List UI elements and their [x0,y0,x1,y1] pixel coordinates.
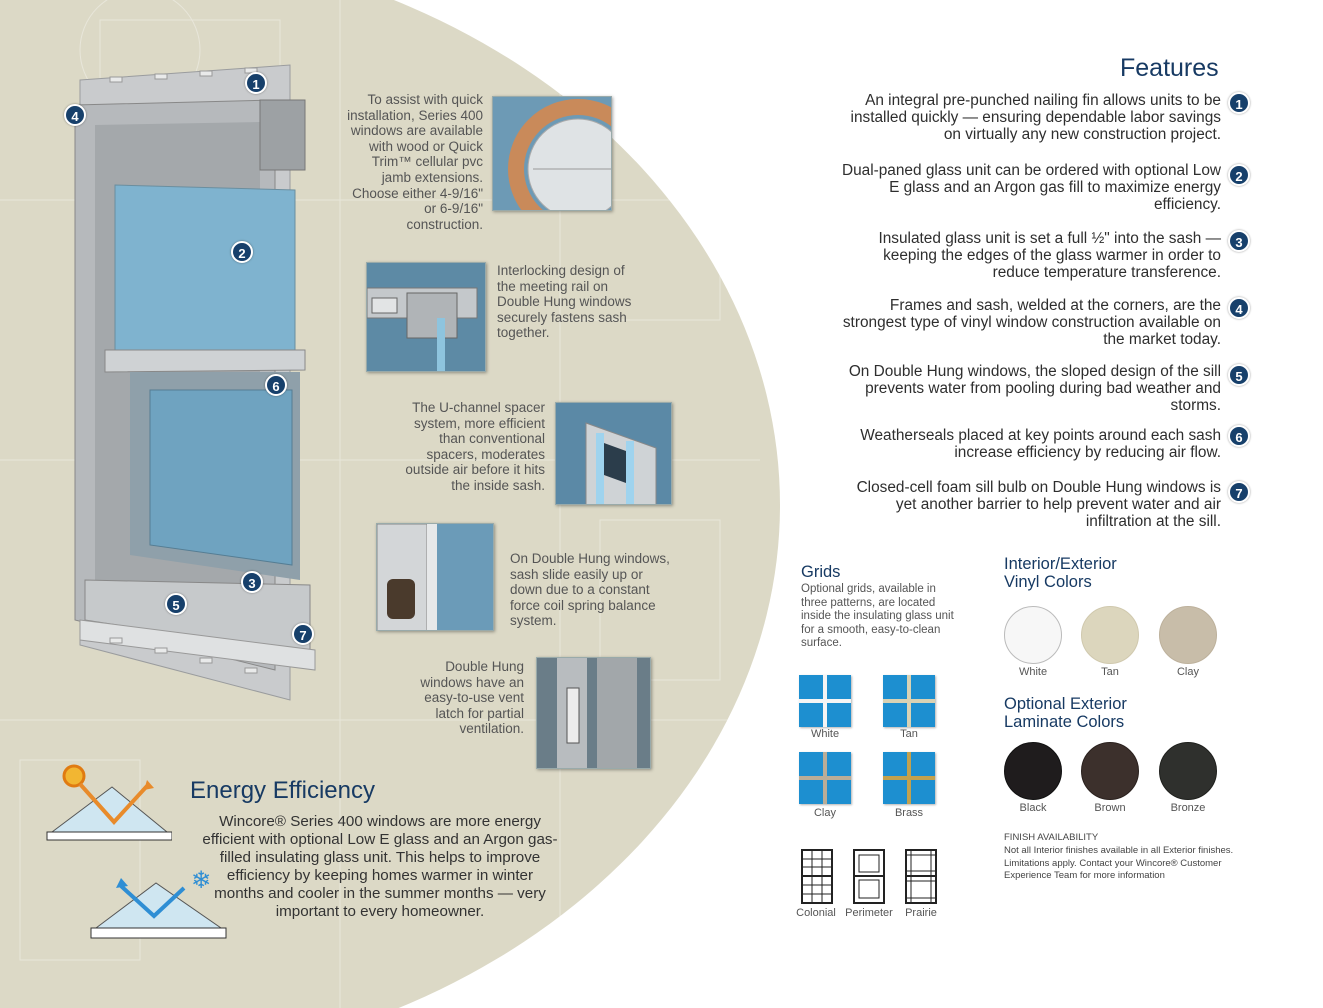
laminate-colors-title-line1: Optional Exterior [1004,695,1127,713]
vinyl-colors-title-line1: Interior/Exterior [1004,555,1117,573]
grid-swatch-clay-label: Clay [813,807,836,819]
laminate-color-brown-label: Brown [1094,802,1126,814]
diagram-badge-4: 4 [64,104,86,126]
laminate-color-bronze-label: Bronze [1170,802,1206,814]
feature-5-text: On Double Hung windows, the sloped design of the sill prevents water from pooling during bad weather and storms. [848,363,1221,414]
callout-jamb-extensions: To assist with quick installation, Series 400 windows are available with wood or Quick Trim™ cellular pvc jamb extensions. Choose either 4-9/16" or 6-9/16" construction. [347,92,483,232]
features-title: Features [1120,54,1219,82]
finish-availability-title: FINISH AVAILABILITY [1004,832,1099,843]
feature-3-badge: 3 [1228,230,1250,252]
grid-swatch-white [799,675,851,727]
svg-text:❄: ❄ [191,866,212,894]
balance-system-photo [376,523,494,631]
diagram-badge-6: 6 [265,374,287,396]
diagram-badge-5: 5 [165,593,187,615]
feature-7-text: Closed-cell foam sill bulb on Double Hung windows is yet another barrier to help prevent water and air infiltration at the sill. [856,479,1221,530]
window-cutaway-illustration [60,60,330,710]
prairie-pattern-label: Prairie [905,907,937,919]
grid-bar [799,776,851,780]
grid-swatch-white-label: White [810,728,840,740]
grids-description: Optional grids, available in three patterns, are located inside the insulating glass unit for a smooth, easy-to-clean surface. [801,583,954,649]
laminate-color-brown-swatch [1081,742,1139,800]
feature-5-badge: 5 [1228,364,1250,386]
feature-2-text: Dual-paned glass unit can be ordered with optional Low E glass and an Argon gas fill to maximize energy efficiency. [841,162,1221,213]
vinyl-color-clay-label: Clay [1176,666,1199,678]
feature-4-text: Frames and sash, welded at the corners, are the strongest type of vinyl window construction available on the market today. [842,297,1221,348]
laminate-color-black-swatch [1004,742,1062,800]
energy-efficiency-text: Wincore® Series 400 windows are more energy efficient with optional Low E glass and an Argon gas-filled insulating glass unit. This helps to improve efficiency by keeping homes warmer in winter months and cooler in the summer months — very important to every homeowner. [202,813,558,920]
feature-4-badge: 4 [1228,297,1250,319]
feature-1-badge: 1 [1228,92,1250,114]
spacer-system-photo [555,402,672,505]
diagram-badge-7: 7 [292,623,314,645]
meeting-rail-photo [366,262,486,372]
grid-swatch-tan [883,675,935,727]
vinyl-color-tan-swatch [1081,606,1139,664]
vinyl-color-white-label: White [1018,666,1048,678]
diagram-badge-1: 1 [245,72,267,94]
callout-meeting-rail: Interlocking design of the meeting rail on Double Hung windows securely fastens sash together. [497,263,632,341]
perimeter-pattern-label: Perimeter [845,907,893,919]
feature-1-text: An integral pre-punched nailing fin allows units to be installed quickly — ensuring dependable labor savings on virtually any new construction project. [850,92,1221,143]
colonial-pattern-icon [801,849,833,904]
laminate-color-black-label: Black [1019,802,1047,814]
diagram-badge-2: 2 [231,241,253,263]
callout-vent-latch: Double Hung windows have an easy-to-use vent latch for partial ventilation. [420,659,524,737]
laminate-color-bronze-swatch [1159,742,1217,800]
grid-swatch-clay [799,752,851,804]
vinyl-color-white-swatch [1004,606,1062,664]
colonial-pattern-label: Colonial [796,907,836,919]
grid-bar [883,699,935,703]
feature-2-badge: 2 [1228,164,1250,186]
vinyl-color-tan-label: Tan [1101,666,1119,678]
finish-availability-text: Not all Interior finishes available in all Exterior finishes. Limitations apply. Contact your Wincore® Customer Experience Team for more information [1004,845,1234,881]
feature-3-text: Insulated glass unit is set a full ½" into the sash — keeping the edges of the glass warmer in order to reduce temperature transference. [878,230,1221,281]
vinyl-colors-title-line2: Vinyl Colors [1004,573,1092,591]
grid-bar [883,776,935,780]
feature-6-text: Weatherseals placed at key points around each sash increase efficiency by reducing air flow. [860,427,1221,461]
feature-7-badge: 7 [1228,481,1250,503]
feature-6-badge: 6 [1228,425,1250,447]
grid-swatch-brass-label: Brass [894,807,924,819]
perimeter-pattern-icon [853,849,885,904]
energy-efficiency-title: Energy Efficiency [190,777,375,804]
grid-bar [799,699,851,703]
prairie-pattern-icon [905,849,937,904]
vinyl-color-clay-swatch [1159,606,1217,664]
callout-balance-system: On Double Hung windows, sash slide easily up or down due to a constant force coil spring balance system. [510,551,670,629]
grid-swatch-tan-label: Tan [900,728,918,740]
grid-swatch-brass [883,752,935,804]
low-e-summer-icon [42,762,172,847]
laminate-colors-title-line2: Laminate Colors [1004,713,1125,731]
callout-spacer-system: The U-channel spacer system, more efficient than conventional spacers, moderates outside air before it hits the inside sash. [405,400,545,493]
diagram-badge-3: 3 [241,571,263,593]
grids-title: Grids [801,563,841,581]
vent-latch-photo [536,657,651,769]
jamb-extension-photo [492,96,612,211]
